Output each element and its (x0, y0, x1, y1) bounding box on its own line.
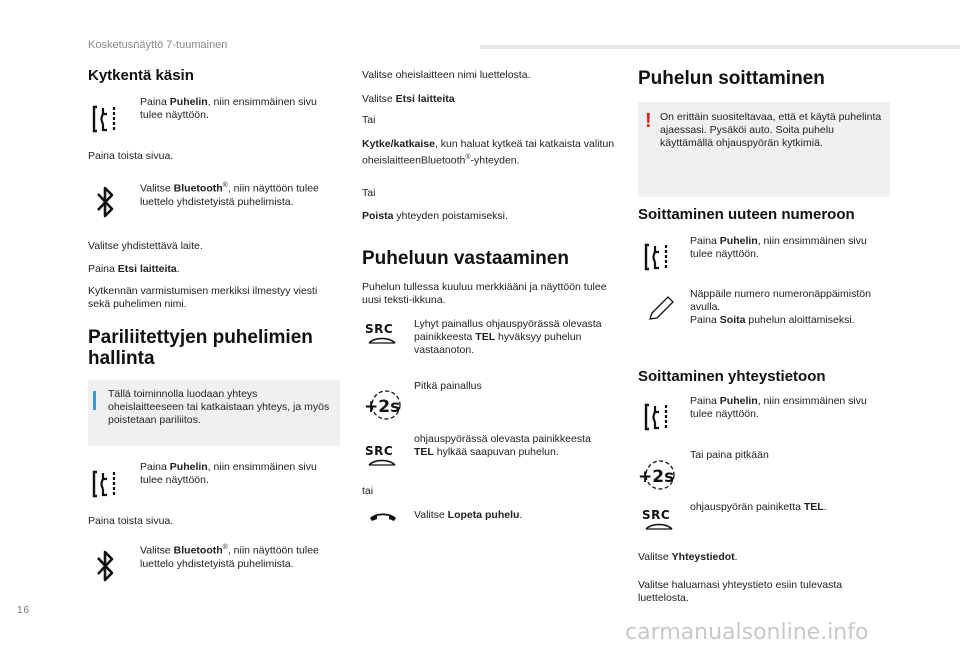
info-note-text: Tällä toiminnolla luodaan yhteys oheislaitteeseen tai katkaistaan yhteys, ja myös poistetaan pariliitos. (108, 388, 330, 426)
paragraph: Paina Puhelin, niin ensimmäinen sivu tulee näyttöön. (140, 461, 317, 486)
paragraph: Valitse oheislaitteen nimi luettelosta. (362, 69, 531, 81)
paragraph: Puhelun tullessa kuuluu merkkiääni ja näyttöön tulee uusi teksti-ikkuna. (362, 281, 607, 306)
long-press-2s-icon (362, 388, 404, 427)
svg-text:+2s: +2s (638, 467, 675, 487)
paragraph: Paina toista sivua. (88, 515, 174, 527)
paragraph: ohjauspyörässä olevasta painikkeesta TEL hylkää saapuvan puhelun. (414, 433, 591, 458)
watermark: carmanualsonline.info (625, 620, 869, 645)
src-button-icon: SRC (642, 508, 676, 532)
phone-icon (88, 102, 122, 141)
paragraph: Valitse Etsi laitteita (362, 93, 455, 105)
heading-paired-phones: Pariliitettyjen puhelimien hallinta (88, 327, 313, 369)
paragraph: Kytkennän varmistumisen merkiksi ilmestyy viesti sekä puhelimen nimi. (88, 285, 318, 310)
paragraph: Valitse Bluetooth®, niin näyttöön tulee luettelo yhdistetyistä puhelimista. (140, 544, 319, 570)
paragraph: Valitse haluamasi yhteystieto esiin tulevasta luettelosta. (638, 579, 843, 604)
long-press-2s-icon (636, 458, 678, 497)
heading-answer-call: Puheluun vastaaminen (362, 248, 569, 269)
svg-text:+2s: +2s (364, 397, 401, 417)
paragraph: Paina Puhelin, niin ensimmäinen sivu tulee näyttöön. (140, 96, 317, 121)
paragraph: Paina Etsi laitteita. (88, 263, 180, 275)
warning-note-text: On erittäin suositeltavaa, että et käytä puhelinta ajaessasi. Pysäköi auto. Soita puhelu käyttämällä ohjauspyörän kytkimiä. (660, 111, 882, 149)
paragraph: Valitse Lopeta puhelu. (414, 509, 523, 521)
src-button-icon: SRC (365, 444, 399, 468)
phone-icon (88, 467, 122, 506)
phone-icon (640, 400, 674, 439)
paragraph: Tai (362, 187, 376, 199)
heading-call-new-number: Soittaminen uuteen numeroon (638, 206, 855, 223)
phone-icon (640, 240, 674, 279)
heading-manual-connection: Kytkentä käsin (88, 67, 194, 84)
src-button-icon: SRC (365, 322, 399, 346)
info-bar-icon (93, 391, 96, 410)
paragraph: Paina toista sivua. (88, 150, 174, 162)
heading-call-contact: Soittaminen yhteystietoon (638, 368, 826, 385)
paragraph: Paina Puhelin, niin ensimmäinen sivu tulee näyttöön. (690, 235, 867, 260)
heading-make-call: Puhelun soittaminen (638, 68, 825, 89)
paragraph: Tai paina pitkään (690, 449, 769, 461)
paragraph: Kytke/katkaise, kun haluat kytkeä tai katkaista valitun oheislaitteenBluetooth®-yhteyden. (362, 138, 615, 167)
paragraph: Tai (362, 114, 376, 126)
paragraph: Valitse Bluetooth®, niin näyttöön tulee luettelo yhdistetyistä puhelimista. (140, 182, 319, 208)
paragraph: Lyhyt painallus ohjauspyörässä olevasta painikkeesta TEL hyväksyy puhelun vastaanoton. (414, 318, 602, 356)
paragraph: Pitkä painallus (414, 380, 482, 392)
paragraph: tai (362, 485, 374, 497)
hang-up-icon (368, 509, 398, 528)
header-rule (480, 45, 960, 49)
bluetooth-icon (95, 185, 117, 224)
paragraph: Poista yhteyden poistamiseksi. (362, 210, 508, 222)
bluetooth-icon (95, 549, 117, 588)
warning-icon: ! (645, 110, 652, 132)
paragraph: Valitse yhdistettävä laite. (88, 240, 203, 252)
paragraph: Paina Puhelin, niin ensimmäinen sivu tulee näyttöön. (690, 395, 867, 420)
running-header: Kosketusnäyttö 7-tuumainen (88, 39, 228, 51)
pencil-icon (646, 294, 676, 329)
page-number: 16 (17, 605, 31, 616)
paragraph: Valitse Yhteystiedot. (638, 551, 738, 563)
paragraph: ohjauspyörän painiketta TEL. (690, 501, 827, 513)
paragraph: Näppäile numero numeronäppäimistön avulla. Paina Soita puhelun aloittamiseksi. (690, 288, 871, 326)
